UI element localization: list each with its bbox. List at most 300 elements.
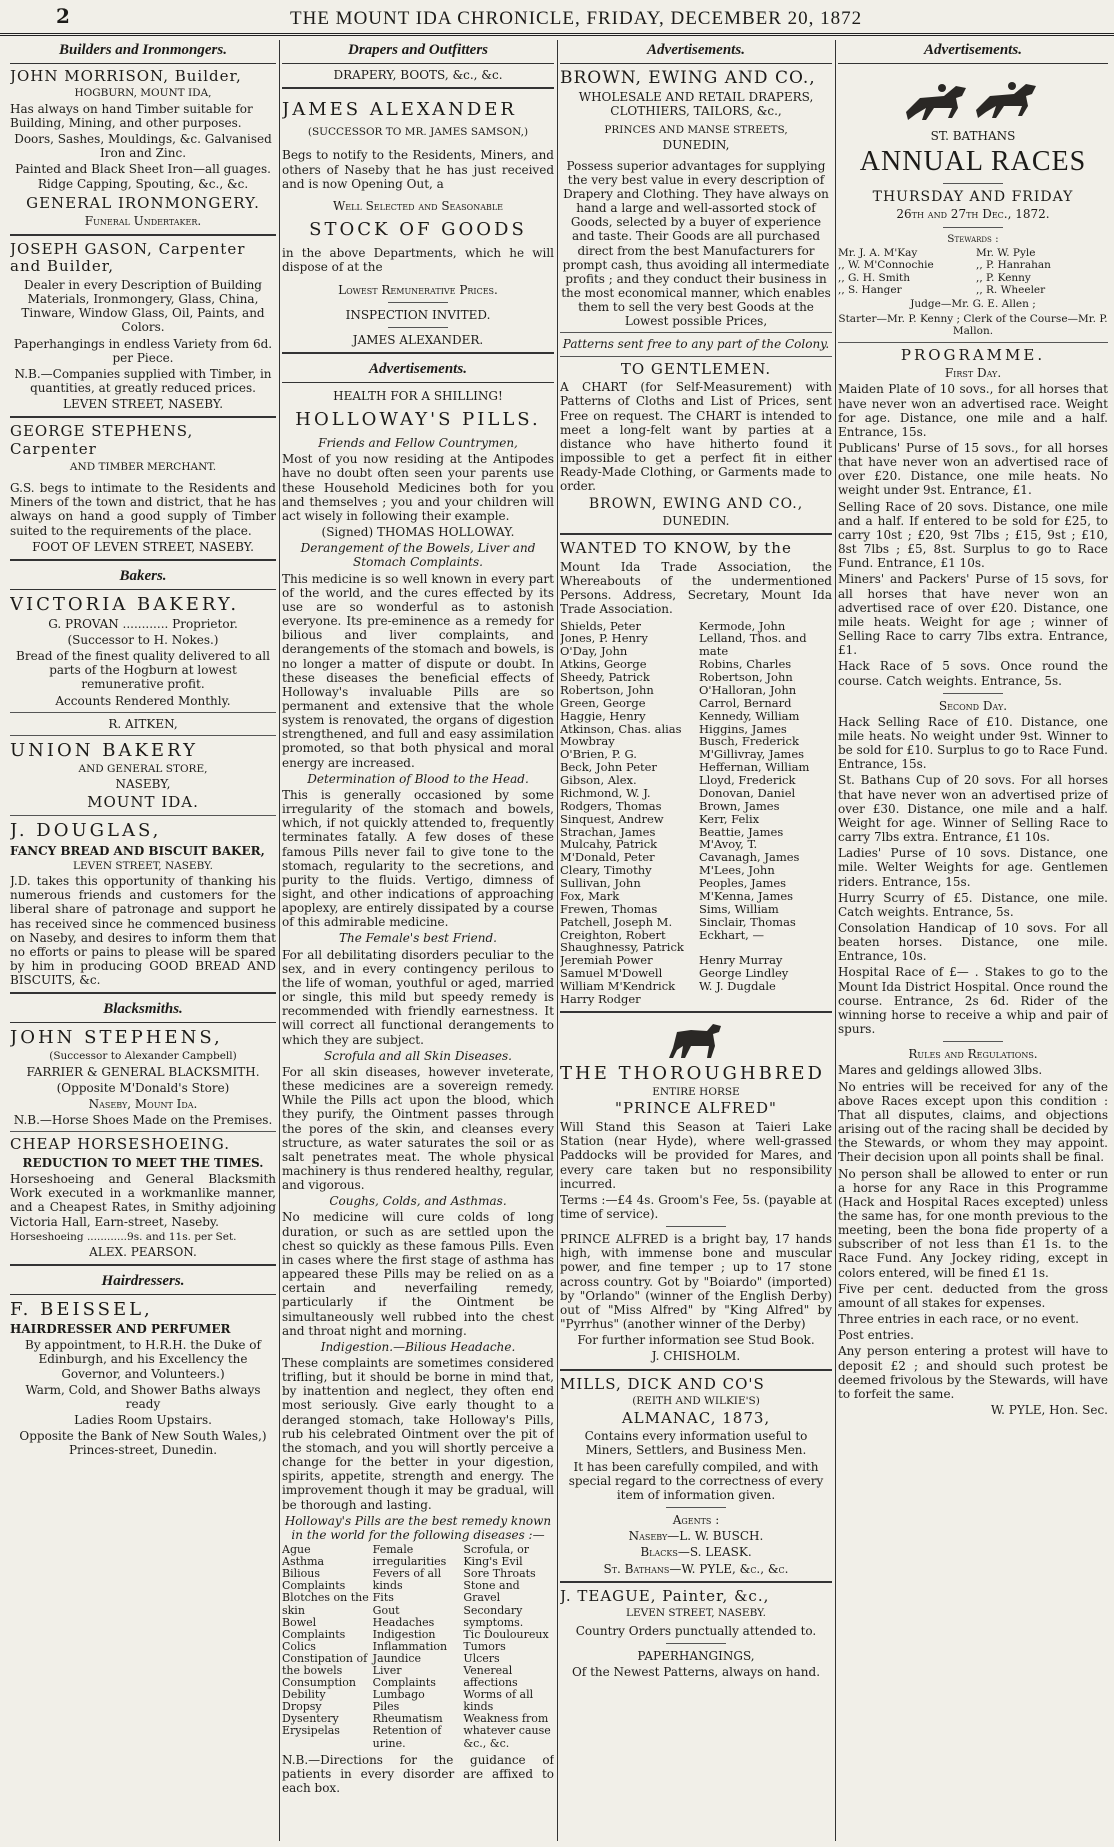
advert-line: ST. BATHANS bbox=[930, 128, 1016, 143]
divider bbox=[10, 1131, 276, 1132]
advert-title: BROWN, EWING AND CO., bbox=[560, 67, 816, 88]
divider bbox=[560, 1369, 832, 1371]
disease-item: Sore Throats bbox=[463, 1567, 536, 1581]
advert-line: J. CHISHOLM. bbox=[651, 1349, 741, 1364]
disease-item: Ague bbox=[282, 1543, 311, 1557]
steward-name: ,, S. Hanger bbox=[838, 284, 902, 297]
advert-line: (Signed) THOMAS HOLLOWAY. bbox=[321, 525, 515, 540]
advert-title: JOHN STEPHENS, bbox=[10, 1027, 223, 1049]
wanted-name: M'Avoy, T. bbox=[699, 837, 758, 852]
rule-entry: No entries will be received for any of the above Races except upon this condition : That all disputes, claims, and objections arising out of the racing shall be decided by the Stewards, or whom they may appoint. Their decision upon all points shall be final. bbox=[838, 1079, 1108, 1165]
wanted-name: Creighton, Robert bbox=[560, 927, 666, 942]
wanted-name: Atkinson, Chas. alias Mowbray bbox=[560, 721, 682, 749]
disease-list-column bbox=[373, 1544, 464, 1750]
advert-text: Painted and Black Sheet Iron—all guages. Ridge Capping, Spouting, &c., &c. bbox=[15, 162, 271, 191]
names-list bbox=[560, 620, 832, 1006]
wanted-name: Peoples, James bbox=[699, 876, 787, 891]
advert-subhead: Indigestion.—Bilious Headache. bbox=[320, 1339, 516, 1354]
masthead bbox=[0, 0, 1114, 36]
divider bbox=[10, 559, 276, 561]
advert-title: J. TEAGUE, Painter, &c., bbox=[560, 1586, 770, 1605]
disease-item: Constipation of the bowels bbox=[282, 1651, 368, 1677]
disease-item: Blotches on the skin bbox=[282, 1591, 369, 1617]
disease-item: Indigestion bbox=[372, 1627, 436, 1641]
advert-union bbox=[10, 740, 276, 811]
wanted-name: Rodgers, Thomas bbox=[560, 798, 662, 813]
advert-text: For all skin diseases, however inveterate, these medicines are a sovereign remedy. While the Pills act upon the blood, which they purify, the Ointment passes through the pores of the skin, and cleanses every structure, as water saturates the soil or as salt penetrates meat. The whole physical machinery is thus rendered healthy, regular, and vigorous. bbox=[282, 1064, 554, 1193]
disease-item: Rheumatism bbox=[372, 1712, 443, 1726]
wanted-name: Brown, James bbox=[699, 798, 780, 813]
wanted-name: Haggie, Henry bbox=[560, 708, 646, 723]
wanted-name: Shields, Peter bbox=[560, 618, 641, 633]
advert-line: Warm, Cold, and Shower Baths always ready bbox=[25, 1382, 261, 1411]
advert-title: MILLS, DICK AND CO'S bbox=[560, 1374, 765, 1393]
advert-line: PRINCES AND MANSE STREETS, bbox=[604, 124, 788, 137]
advert-text: For all debilitating disorders peculiar to the sex, and in every contingency perilous to the life of woman, youthful or aged, married or single, this mild but speedy remedy is recommended with friendly earnestness. It will correct all functional derangements to which they are subject. bbox=[282, 947, 554, 1047]
stewards-column bbox=[976, 247, 1108, 297]
wanted-name: Kerr, Felix bbox=[699, 811, 760, 826]
advert-text: Most of you now residing at the Antipodes have no doubt often seen your parents use these Household Medicines both for you and themselves ; you and your children will act wisely in following their example. bbox=[282, 452, 554, 523]
disease-item: Scrofula, or King's Evil bbox=[463, 1543, 530, 1569]
wanted-name: Patchell, Joseph M. bbox=[560, 914, 673, 929]
advert-title: JOSEPH GASON, Carpenter and Builder, bbox=[10, 239, 246, 276]
racehorses-icon bbox=[898, 68, 1048, 126]
rule-entry: Mares and geldings allowed 3lbs. bbox=[838, 1063, 1043, 1078]
newspaper-title: THE MOUNT IDA CHRONICLE, FRIDAY, DECEMBER 20, 1872 bbox=[290, 8, 863, 29]
disease-item: Colics bbox=[282, 1639, 316, 1653]
advert-text: J.D. takes this opportunity of thanking his numerous friends and customers for the liberal share of patronage and support he has received since he commenced business on Naseby, and desires to inform them that no efforts or pains to please will be spared by him in producing GOOD BREAD AND BISCUITS, &c. bbox=[10, 874, 276, 988]
wanted-name: Shaughnessy, Patrick bbox=[560, 940, 684, 955]
race-entry: Hack Selling Race of £10. Distance, one mile heats. No weight under 9st. Winner to be sold for £10. Surplus to go to Race Fund. Entrance, 15s. bbox=[838, 714, 1108, 772]
disease-item: Headaches bbox=[372, 1615, 435, 1629]
disease-list-column bbox=[463, 1544, 554, 1750]
disease-item: Tumors bbox=[463, 1639, 506, 1653]
advert-text: It has been carefully compiled, and with special regard to the correctness of every item of information given. bbox=[568, 1459, 824, 1502]
disease-item: Consumption bbox=[282, 1676, 356, 1690]
advert-subhead: Holloway's Pills are the best remedy known in the world for the following diseases :— bbox=[284, 1513, 552, 1542]
divider bbox=[560, 332, 832, 333]
advert-line: Accounts Rendered Monthly. bbox=[55, 693, 231, 708]
divider bbox=[282, 87, 554, 89]
wanted-name: Donovan, Daniel bbox=[699, 785, 796, 800]
advert-subhead: Second Day. bbox=[938, 698, 1008, 713]
advert-title: CHEAP HORSESHOEING. bbox=[10, 1135, 230, 1154]
advert-line: "PRINCE ALFRED" bbox=[615, 1099, 777, 1118]
disease-item: Jaundice bbox=[372, 1651, 422, 1665]
advert-text: PRINCE ALFRED is a bright bay, 17 hands high, with immense bone and muscular power, and fine temper ; up to 17 stone across country. Got by "Boiardo" (imported) by "Orlando" (winner of the English Derby) out of "Miss Alfred" by "King Alfred" by "Pyrrhus" (another winner of the Derby) bbox=[560, 1232, 832, 1332]
rule-entry: Post entries. bbox=[838, 1328, 914, 1343]
advert-line: ALEX. PEARSON. bbox=[89, 1245, 197, 1260]
advert-line: DRAPERY, BOOTS, &c., &c. bbox=[333, 67, 503, 82]
advert-subhead: First Day. bbox=[944, 366, 1002, 381]
steward-name: ,, G. H. Smith bbox=[838, 271, 911, 284]
advert-thoroughbred bbox=[560, 1063, 832, 1364]
advert-line: Horseshoeing ............9s. and 11s. per Set. bbox=[10, 1230, 237, 1243]
wanted-name: O'Halloran, John bbox=[699, 682, 797, 697]
wanted-name: Harry Rodger bbox=[560, 991, 641, 1006]
divider bbox=[560, 1581, 832, 1583]
steward-name: Mr. J. A. M'Kay bbox=[838, 246, 918, 259]
wanted-name: Strachan, James bbox=[560, 824, 656, 839]
stewards-list bbox=[838, 247, 1108, 297]
wanted-name: Heffernan, William bbox=[699, 760, 810, 775]
advert-line: Patterns sent free to any part of the Colony. bbox=[562, 337, 830, 352]
advert-subhead: TO GENTLEMEN. bbox=[620, 359, 772, 378]
advert-line: Lowest Remunerative Prices. bbox=[338, 282, 498, 297]
wanted-name: Lelland, Thos. and mate bbox=[699, 631, 807, 659]
wanted-name: Mulcahy, Patrick bbox=[560, 837, 658, 852]
wanted-name: Robertson, John bbox=[699, 670, 793, 685]
wanted-name: Sinquest, Andrew bbox=[560, 811, 664, 826]
disease-item: Ulcers bbox=[463, 1651, 500, 1665]
steward-name: ,, P. Hanrahan bbox=[976, 259, 1051, 272]
wanted-name: Atkins, George bbox=[560, 657, 647, 672]
advert-subhead: Scrofula and all Skin Diseases. bbox=[324, 1048, 512, 1063]
section-heading: Drapers and Outfitters bbox=[282, 40, 554, 64]
disease-item: Erysipelas bbox=[282, 1724, 340, 1738]
advert-line: STOCK OF GOODS bbox=[309, 219, 527, 241]
disease-item: Worms of all kinds bbox=[463, 1688, 534, 1714]
disease-item: Female irregularities bbox=[372, 1543, 447, 1569]
wanted-name: Frewen, Thomas bbox=[560, 901, 658, 916]
race-entry: Consolation Handicap of 10 sovs. For all beaten horses. Distance, one mile. Entrance, 10s. bbox=[838, 921, 1108, 964]
divider bbox=[943, 1041, 1003, 1042]
advert-title: GEORGE STEPHENS, Carpenter bbox=[10, 422, 194, 458]
advert-title: WANTED TO KNOW, by the bbox=[560, 539, 792, 558]
disease-list bbox=[282, 1544, 554, 1750]
rule-entry: Three entries in each race, or no event. bbox=[838, 1312, 1079, 1327]
divider bbox=[10, 234, 276, 236]
advert-line: FOOT OF LEVEN STREET, NASEBY. bbox=[32, 539, 254, 554]
advert-line: Naseby—L. W. BUSCH. bbox=[628, 1529, 764, 1544]
wanted-name: Samuel M'Dowell bbox=[560, 966, 663, 981]
section-heading: Blacksmiths. bbox=[10, 999, 276, 1023]
section-heading: Bakers. bbox=[10, 566, 276, 590]
advert-line: Ladies Room Upstairs. bbox=[74, 1413, 212, 1428]
advert-title: J. DOUGLAS, bbox=[10, 820, 162, 842]
advert-line: WHOLESALE AND RETAIL DRAPERS, CLOTHIERS, TAILORS, &c., bbox=[578, 89, 814, 118]
advert-line: Starter—Mr. P. Kenny ; Clerk of the Course—Mr. P. Mallon. bbox=[838, 312, 1108, 338]
steward-name: ,, R. Wheeler bbox=[976, 284, 1046, 297]
race-entry: Hospital Race of £— . Stakes to go to the Mount Ida District Hospital. Once round the course. Entrance, 2s 6d. Rider of the winning horse to receive a whip and pair of spurs. bbox=[838, 965, 1108, 1037]
race-entry: Maiden Plate of 10 sovs., for all horses that have never won an advertised race. Weight for age. Distance, one mile and a half. Entrance, 15s. bbox=[838, 382, 1108, 439]
advert-line: 26th and 27th Dec., 1872. bbox=[896, 207, 1050, 222]
divider bbox=[10, 1264, 276, 1266]
wanted-name: Kermode, John bbox=[699, 618, 786, 633]
wanted-name: Sims, William bbox=[699, 901, 779, 916]
disease-item: Venereal affections bbox=[463, 1663, 518, 1690]
advert-text: Mount Ida Trade Association, the Whereabouts of the undermentioned Persons. Address, Secretary, Mount Ida Trade Association. bbox=[560, 559, 832, 617]
advert-subhead: Determination of Blood to the Head. bbox=[307, 771, 529, 786]
wanted-name: M'Gillivray, James bbox=[699, 747, 805, 762]
advert-text: G.S. begs to intimate to the Residents and Miners of the town and district, that he has always on hand a good supply of Timber suited to the requirements of the place. bbox=[10, 481, 276, 538]
wanted-name: Robins, Charles bbox=[699, 657, 792, 672]
advert-text: Doors, Sashes, Mouldings, &c. Galvanised Iron and Zinc. bbox=[14, 132, 272, 161]
divider bbox=[10, 815, 276, 816]
wanted-name: Eckhart, — bbox=[699, 927, 764, 942]
advert-line: Well Selected and Seasonable bbox=[332, 198, 504, 213]
divider bbox=[666, 1643, 726, 1644]
advert-line: DUNEDIN. bbox=[662, 514, 730, 529]
advert-text: This medicine is so well known in every part of the world, and the cures effected by its use are so wonderful as to astonish everyone. Its pre-eminence as a remedy for bilious and liver complaints, and derangements of the stomach and bowels, is no longer a matter of dispute or doubt. In these diseases the beneficial effects of Holloway's invaluable Pills are so permanent and extensive that the whole system is renovated, the organs of digestion strengthened, and full and easy assimilation promoted, so that both physical and moral energy are increased. bbox=[282, 571, 554, 770]
divider bbox=[560, 1011, 832, 1013]
race-entry: St. Bathans Cup of 20 sovs. For all horses that have never won an advertised prize of over £30. Distance, one mile and a half. Weight for age. Winner of Selling Race to carry 7lbs extra. Entrance, £1 10s. bbox=[838, 773, 1108, 845]
wanted-name: Beck, John Peter bbox=[560, 760, 657, 775]
advert-line: Country Orders punctually attended to. bbox=[575, 1623, 817, 1638]
advert-text: By appointment, to H.R.H. the Duke of Edinburgh, and his Excellency the Governor, and Volunteers.) bbox=[25, 1338, 261, 1381]
wanted-name: M'Kenna, James bbox=[699, 888, 794, 903]
advert-beissel bbox=[10, 1299, 276, 1458]
wanted-name: Sheedy, Patrick bbox=[560, 670, 650, 685]
rule-entry: Any person entering a protest will have to deposit £2 ; and should such protest be deemed frivolous by the Stewards, will have to forfeit the same. bbox=[838, 1344, 1108, 1401]
advert-brown-ewing bbox=[560, 68, 832, 529]
wanted-name: Fox, Mark bbox=[560, 888, 620, 903]
advert-line: FARRIER & GENERAL BLACKSMITH. bbox=[26, 1064, 260, 1079]
advert-line: Blacks—S. LEASK. bbox=[640, 1545, 752, 1560]
advert-text: Has always on hand Timber suitable for Building, Mining, and other purposes. bbox=[10, 101, 253, 130]
advert-title: HOLLOWAY'S PILLS. bbox=[295, 408, 541, 430]
advert-line: (Successor to H. Nokes.) bbox=[67, 632, 219, 647]
advert-line: Stewards : bbox=[947, 232, 999, 245]
divider bbox=[10, 992, 276, 994]
disease-item: Inflammation bbox=[372, 1639, 448, 1653]
column-rule bbox=[279, 40, 280, 1841]
disease-item: Fevers of all kinds bbox=[372, 1567, 442, 1593]
divider bbox=[10, 712, 276, 713]
divider bbox=[560, 533, 832, 535]
advert-line: (Opposite M'Donald's Store) bbox=[56, 1080, 230, 1095]
wanted-name: Sinclair, Thomas bbox=[699, 914, 796, 929]
race-entry: Miners' and Packers' Purse of 15 sovs, for all horses that have never won an advertised race of over £20. Distance, one mile heats. Weight for age ; winner of Selling Race to carry 7lbs extra. Entrance, £1. bbox=[838, 572, 1108, 658]
advert-text: Possess superior advantages for supplying the very best value in every description of Drapery and Clothing. They have always on hand a large and well-assorted stock of Goods, selected by a buyer of experience and taste. Their Goods are all purchased direct from the best Manufacturers for prompt cash, thus avoiding all intermediate profits ; and they conduct their business in the most economical manner, which enables them to sell the very best Goods at the Lowest possible Prices, bbox=[561, 158, 831, 329]
advert-text: Horseshoeing and General Blacksmith Work executed in a workmanlike manner, and a Cheapest Rates, in Smithy adjoining Victoria Hall, Earn-street, Naseby. bbox=[10, 1172, 276, 1229]
page-number: 2 bbox=[56, 4, 70, 28]
advert-text: Will Stand this Season at Taieri Lake Station (near Hyde), where well-grassed Paddocks will be provided for Mares, and every care taken but no responsibility incurred. bbox=[560, 1120, 832, 1191]
advert-line: HAIRDRESSER AND PERFUMER bbox=[10, 1322, 231, 1337]
advert-cheap-horseshoeing bbox=[10, 1136, 276, 1259]
race-entry: Selling Race of 20 sovs. Distance, one mile and a half. If entered to be sold for £25, to carry 10st ; £20, 9st 7lbs ; £15, 9st ; £10, 8st 7lbs ; £5, 8st. Surplus to go to Race Fund. Entrance, £1 10s. bbox=[838, 499, 1108, 571]
disease-item: Piles bbox=[372, 1700, 400, 1714]
wanted-name: William M'Kendrick bbox=[560, 979, 676, 994]
section-heading: Advertisements. bbox=[560, 40, 832, 64]
advert-alexander bbox=[282, 99, 554, 347]
advert-line: R. AITKEN, bbox=[108, 716, 178, 731]
stewards-column bbox=[838, 247, 970, 297]
advert-line: HEALTH FOR A SHILLING! bbox=[333, 388, 503, 403]
divider bbox=[838, 342, 1108, 343]
disease-item: Gout bbox=[372, 1603, 400, 1617]
wanted-name: Henry Murray bbox=[699, 953, 783, 968]
advert-victoria bbox=[10, 594, 276, 708]
race-entry: Hurry Scurry of £5. Distance, one mile. Catch weights. Entrance, 5s. bbox=[838, 890, 1108, 919]
advert-title: THE THOROUGHBRED bbox=[560, 1062, 825, 1084]
advert-line: Agents : bbox=[672, 1513, 720, 1528]
disease-list-column bbox=[282, 1544, 373, 1750]
section-heading: Hairdressers. bbox=[10, 1271, 276, 1295]
wanted-name: Sullivan, John bbox=[560, 876, 641, 891]
wanted-name: Green, George bbox=[560, 695, 646, 710]
divider bbox=[943, 227, 1003, 228]
wanted-name: Jones, P. Henry bbox=[560, 631, 648, 646]
disease-item: Lumbago bbox=[372, 1688, 425, 1702]
advert-title: ANNUAL RACES bbox=[859, 145, 1087, 177]
wanted-name: M'Donald, Peter bbox=[560, 850, 655, 865]
advert-holloway bbox=[282, 389, 554, 1795]
advert-title: F. BEISSEL, bbox=[10, 1298, 153, 1320]
steward-name: Mr. W. Pyle bbox=[976, 246, 1036, 259]
wanted-name: Robertson, John bbox=[560, 682, 654, 697]
advert-line: PAPERHANGINGS, bbox=[637, 1648, 755, 1663]
rule-entry: Five per cent. deducted from the gross amount of all stakes for expenses. bbox=[838, 1281, 1108, 1310]
advert-stephens bbox=[10, 423, 276, 554]
advert-subhead: Derangement of the Bowels, Liver and Stomach Complaints. bbox=[300, 541, 536, 570]
column-2 bbox=[282, 40, 554, 1841]
advert-morrison bbox=[10, 68, 276, 229]
advert-line: (REITH AND WILKIE'S) bbox=[632, 1395, 760, 1408]
divider bbox=[666, 1226, 726, 1227]
disease-item: Stone and Gravel bbox=[463, 1579, 520, 1605]
advert-line: MOUNT IDA. bbox=[87, 792, 199, 811]
disease-item: Bowel Complaints bbox=[282, 1615, 346, 1641]
wanted-name: O'Day, John bbox=[560, 644, 628, 659]
steward-name: ,, P. Kenny bbox=[976, 271, 1031, 284]
advert-text: A CHART (for Self-Measurement) with Patterns of Cloths and List of Prices, sent Free on request. The CHART is intended to meet a long-felt want by parties at a distance who have hitherto found it impossible to get a perfect fit in either Ready-Made Clothing, or Garments made to order. bbox=[560, 380, 832, 494]
wanted-name: Richmond, W. J. bbox=[560, 785, 651, 800]
wanted-name: Higgins, James bbox=[699, 721, 787, 736]
wanted-name: George Lindley bbox=[699, 966, 789, 981]
steward-name: ,, W. M'Connochie bbox=[838, 259, 934, 272]
race-entry: Hack Race of 5 sovs. Once round the course. Catch weights. Entrance, 5s. bbox=[838, 659, 1108, 688]
wanted-name: Jeremiah Power bbox=[560, 953, 653, 968]
column-rule bbox=[835, 40, 836, 1841]
column-1 bbox=[10, 40, 276, 1841]
advert-subhead: Friends and Fellow Countrymen, bbox=[318, 436, 518, 451]
advert-line: LEVEN STREET, NASEBY. bbox=[625, 1607, 767, 1620]
divider bbox=[943, 183, 1003, 184]
advert-gason bbox=[10, 241, 276, 412]
advert-line: Judge—Mr. G. E. Allen ; bbox=[910, 298, 1036, 311]
advert-jstephens bbox=[10, 1027, 276, 1127]
rule-entry: No person shall be allowed to enter or run a horse for any Race in this Programme (Hack and Hospital Races excepted) unless the same has, for one month previous to the meeting, been the bona fide property of a subscriber of not less than £1 1s. to the Race Fund. Any Jockey riding, except in colors entered, will be fined £1 1s. bbox=[838, 1166, 1108, 1280]
advert-line: St. Bathans—W. PYLE, &c., &c. bbox=[603, 1561, 789, 1576]
advert-line: AND TIMBER MERCHANT. bbox=[69, 460, 217, 473]
advert-line: LEVEN STREET, NASEBY. bbox=[62, 397, 224, 412]
wanted-name: Lloyd, Frederick bbox=[699, 773, 796, 788]
advert-text: Dealer in every Description of Building Materials, Ironmongery, Glass, China, Tinware, Window Glass, Oil, Paints, and Colors. bbox=[21, 277, 265, 335]
names-column bbox=[560, 620, 693, 1006]
disease-item: Retention of urine. bbox=[372, 1724, 442, 1750]
advert-line: DUNEDIN, bbox=[662, 138, 730, 153]
column-4 bbox=[838, 40, 1108, 1841]
advert-douglas bbox=[10, 820, 276, 987]
disease-item: Liver Complaints bbox=[372, 1663, 436, 1690]
wanted-name: Gibson, Alex. bbox=[560, 773, 637, 788]
advert-line: ALMANAC, 1873, bbox=[621, 1408, 771, 1427]
advert-subhead: Coughs, Colds, and Asthmas. bbox=[329, 1194, 507, 1209]
advert-subhead: PROGRAMME. bbox=[900, 345, 1046, 364]
advert-line: HOGBURN, MOUNT IDA, bbox=[74, 87, 212, 100]
advert-line: THURSDAY AND FRIDAY bbox=[872, 188, 1074, 205]
advert-title: JOHN MORRISON, Builder, bbox=[10, 66, 242, 85]
advert-title: UNION BAKERY bbox=[10, 739, 198, 761]
disease-item: Dysentery bbox=[282, 1712, 339, 1726]
race-entry: Ladies' Purse of 10 sovs. Distance, one mile. Welter Weights for age. Gentlemen riders. Entrance, 15s. bbox=[838, 846, 1108, 889]
divider bbox=[10, 735, 276, 736]
advert-line: AND GENERAL STORE, bbox=[78, 763, 208, 776]
advert-line: LEVEN STREET, NASEBY. bbox=[72, 859, 214, 872]
advert-line: GENERAL IRONMONGERY. bbox=[26, 193, 260, 212]
advert-text: No medicine will cure colds of long duration, or such as are settled upon the chest so quickly as these famous Pills. Even in cases where the first stage of asthma has appeared these Pills may be relied on as a certain and neverfailing remedy, particularly if the Ointment be simultaneously well rubbed into the chest and throat night and morning. bbox=[282, 1210, 554, 1338]
advert-line: ENTIRE HORSE bbox=[652, 1086, 740, 1099]
wanted-name: Kennedy, William bbox=[699, 708, 800, 723]
advert-title: VICTORIA BAKERY. bbox=[10, 593, 240, 615]
advert-line: (Successor to Alexander Campbell) bbox=[49, 1050, 237, 1063]
advert-line: Naseby, Mount Ida. bbox=[88, 1096, 198, 1111]
disease-item: Bilious Complaints bbox=[282, 1567, 346, 1593]
advert-line: FANCY BREAD AND BISCUIT BAKER, bbox=[10, 843, 265, 858]
disease-item: Fits bbox=[372, 1591, 394, 1605]
advert-title: JAMES ALEXANDER bbox=[282, 98, 517, 120]
advert-line: Funeral Undertaker. bbox=[84, 214, 202, 229]
signature-line: W. PYLE, Hon. Sec. bbox=[990, 1403, 1108, 1418]
advert-text: Contains every information useful to Miners, Settlers, and Business Men. bbox=[584, 1429, 808, 1458]
disease-item: Weakness from whatever cause &c., &c. bbox=[463, 1712, 551, 1750]
advert-subhead: Rules and Regulations. bbox=[908, 1047, 1038, 1062]
advert-line: BROWN, EWING AND CO., bbox=[588, 495, 804, 512]
advert-text: Bread of the finest quality delivered to all parts of the Hogburn at lowest remunerative profit. bbox=[16, 649, 270, 692]
section-heading: Advertisements. bbox=[282, 359, 554, 383]
disease-item: Secondary symptoms. bbox=[463, 1603, 524, 1629]
advert-line: INSPECTION INVITED. bbox=[345, 307, 491, 322]
advert-text: This is generally occasioned by some irregularity of the stomach and bowels, which, if not quickly attended to, frequently terminates fatally. A few doses of these famous Pills never fail to give tone to the stomach, regularity to the secretions, and purity to the fluids. Vertigo, dimness of sight, and other indications of approaching apoplexy, are entirely dissipated by a course of this admirable medicine. bbox=[282, 787, 554, 930]
section-heading: Builders and Ironmongers. bbox=[10, 40, 276, 64]
divider bbox=[560, 356, 832, 357]
advert-text: N.B.—Companies supplied with Timber, in quantities, at greatly reduced prices. bbox=[14, 366, 272, 395]
wanted-name: Cleary, Timothy bbox=[560, 863, 652, 878]
advert-text: Paperhangings in endless Variety from 6d. per Piece. bbox=[13, 336, 273, 365]
divider bbox=[388, 302, 448, 303]
advert-line: G. PROVAN ............ Proprietor. bbox=[48, 616, 238, 631]
divider bbox=[666, 1507, 726, 1508]
wanted-name: Carrol, Bernard bbox=[699, 695, 792, 710]
advert-wanted-to-know bbox=[560, 540, 832, 1006]
wanted-name: Busch, Frederick bbox=[699, 734, 799, 749]
wanted-name: W. J. Dugdale bbox=[699, 979, 776, 994]
advert-text: N.B.—Directions for the guidance of patients in every disorder are affixed to each box. bbox=[282, 1752, 554, 1795]
divider bbox=[10, 416, 276, 418]
advert-line: Of the Newest Patterns, always on hand. bbox=[571, 1665, 821, 1680]
column-3 bbox=[560, 40, 832, 1841]
advert-line: For further information see Stud Book. bbox=[577, 1333, 815, 1348]
wanted-name: O'Brien, P. G. bbox=[560, 747, 637, 762]
advert-line: NASEBY, bbox=[115, 777, 171, 792]
divider bbox=[943, 693, 1003, 694]
advert-mills-dick bbox=[560, 1376, 832, 1576]
advert-line: JAMES ALEXANDER. bbox=[352, 332, 484, 347]
disease-item: Tic Douloureux bbox=[463, 1627, 549, 1641]
advert-line: Opposite the Bank of New South Wales,) Princes-street, Dunedin. bbox=[19, 1429, 267, 1458]
advert-races bbox=[838, 129, 1108, 1417]
advert-subhead: The Female's best Friend. bbox=[339, 931, 497, 946]
names-column bbox=[699, 620, 832, 1006]
horse-icon bbox=[661, 1018, 731, 1060]
wanted-name: M'Lees, John bbox=[699, 863, 775, 878]
column-rule bbox=[557, 40, 558, 1841]
advert-text: in the above Departments, which he will dispose of at the bbox=[282, 246, 554, 275]
disease-item: Debility bbox=[282, 1688, 326, 1702]
wanted-name: Beattie, James bbox=[699, 824, 784, 839]
divider bbox=[388, 327, 448, 328]
